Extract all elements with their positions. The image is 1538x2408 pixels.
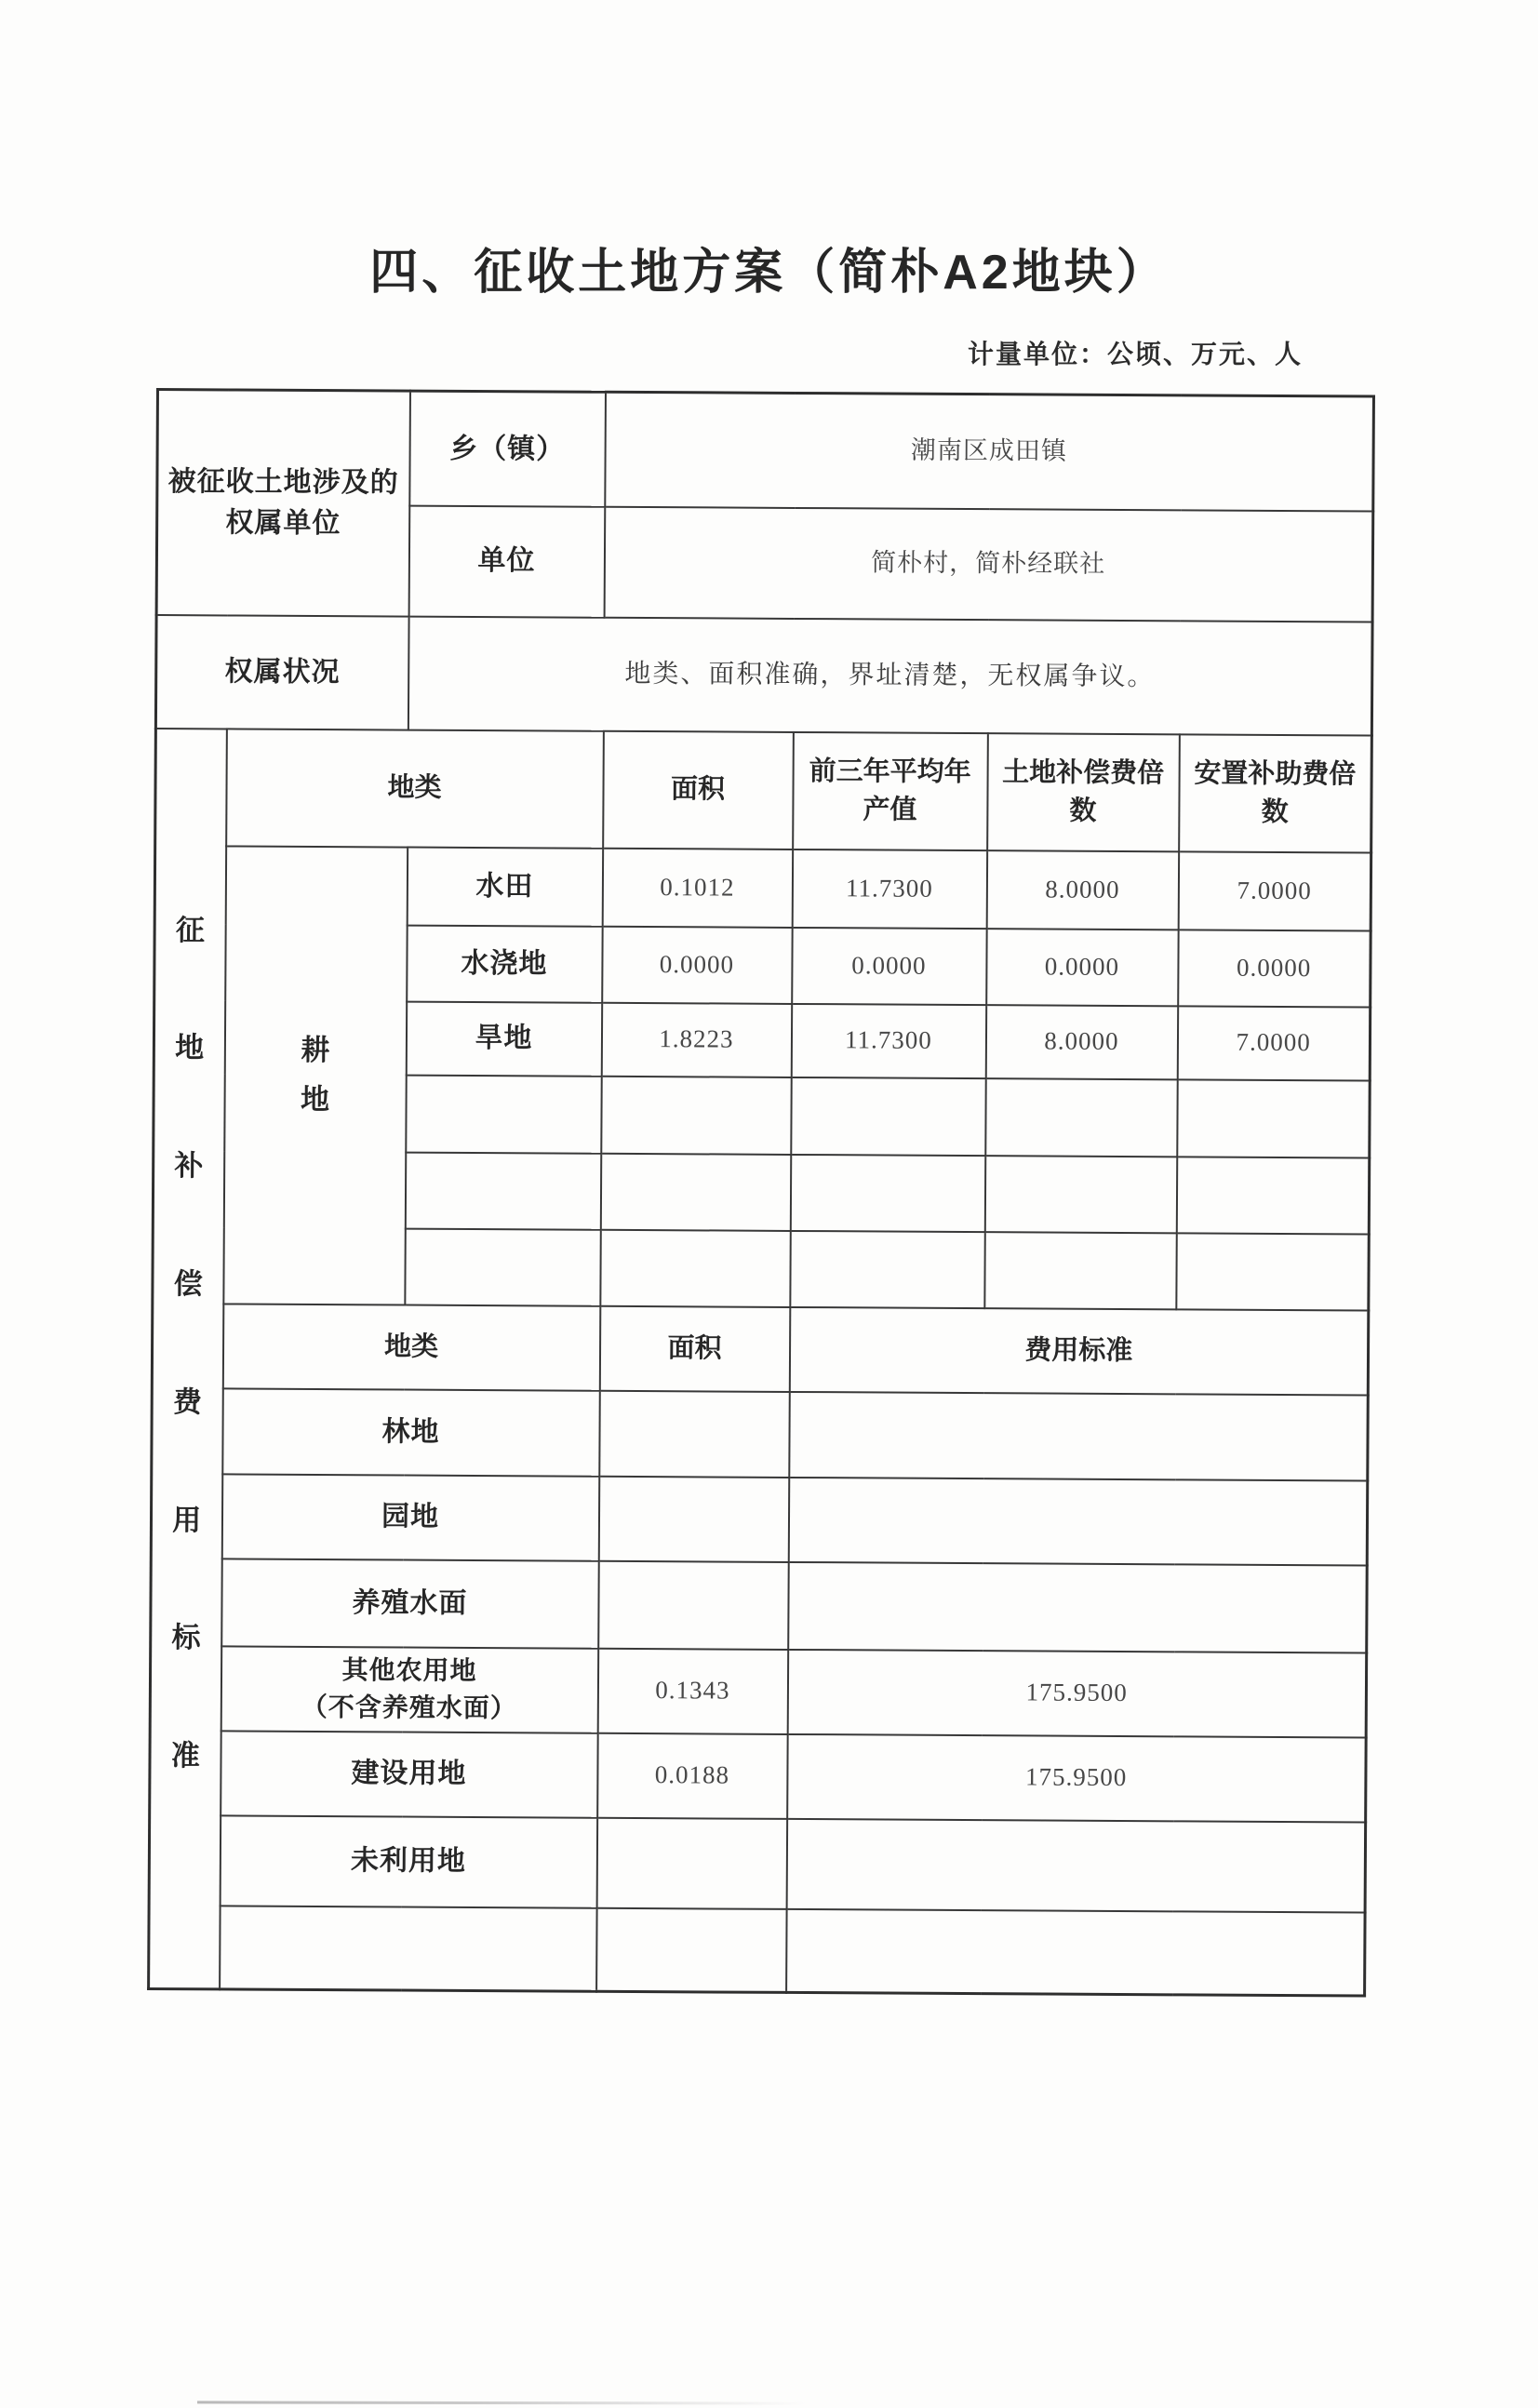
ownership-status-label: 权属状况 (155, 615, 408, 730)
output-cell (790, 1230, 984, 1307)
section-label-char: 地 (175, 1031, 205, 1064)
land-plan-table-wrap (147, 388, 1538, 1999)
output-cell: 11.7300 (792, 849, 986, 928)
area-cell (599, 1390, 790, 1477)
land-type-cell: 其他农用地 （不含养殖水面） (221, 1646, 598, 1733)
land-plan-table (147, 388, 1375, 1998)
table-row (152, 1387, 1369, 1480)
output-cell: 11.7300 (791, 1003, 985, 1077)
table-row (150, 1731, 1367, 1823)
section-label-char: 用 (172, 1503, 202, 1536)
table-row (151, 1558, 1368, 1652)
header2-area: 面积 (599, 1305, 790, 1391)
area-cell: 0.0188 (597, 1732, 788, 1818)
land-multiple-cell (984, 1156, 1176, 1233)
resettle-multiple-cell: 0.0000 (1178, 930, 1371, 1007)
section-label-char: 补 (174, 1149, 204, 1183)
resettle-multiple-cell: 7.0000 (1178, 851, 1371, 930)
unit-label: 单位 (408, 505, 605, 617)
page-title: 四、征收土地方案（简朴A2地块） (369, 246, 1169, 300)
farmland-group-label: 耕 地 (223, 846, 408, 1304)
fee-cell (789, 1391, 1369, 1480)
section-label-char: 征 (175, 913, 205, 946)
fee-cell: 175.9500 (787, 1734, 1367, 1823)
section-label-char: 费 (172, 1385, 203, 1419)
table-row (149, 1906, 1365, 1997)
resettle-multiple-cell (1177, 1079, 1370, 1157)
land-type-cell: 林地 (222, 1388, 600, 1476)
land-type-cell: 未利用地 (220, 1815, 597, 1907)
land-type-cell: 养殖水面 (221, 1559, 599, 1648)
area-cell (596, 1907, 787, 1992)
output-cell (790, 1154, 984, 1231)
unit-value: 简朴村，简朴经联社 (604, 506, 1373, 622)
land-multiple-cell: 8.0000 (985, 1005, 1177, 1079)
crop-type-cell: 水田 (407, 847, 602, 926)
section-label-char: 偿 (173, 1267, 203, 1301)
table-row (152, 1303, 1369, 1395)
compensation-section-label-chars (150, 729, 225, 1988)
area-cell: 0.1012 (602, 848, 792, 927)
area-cell (596, 1817, 787, 1908)
resettle-multiple-cell (1176, 1157, 1369, 1234)
output-cell (791, 1077, 985, 1155)
header-avg-output: 前三年平均年产值 (793, 731, 988, 849)
crop-type-cell (405, 1228, 600, 1305)
land-multiple-cell (985, 1078, 1177, 1157)
land-multiple-cell: 8.0000 (986, 850, 1178, 930)
fee-cell (786, 1909, 1366, 1997)
area-cell (600, 1229, 790, 1306)
compensation-section-label (149, 729, 227, 1990)
resettle-multiple-cell: 7.0000 (1177, 1006, 1370, 1080)
table-row (149, 1815, 1366, 1913)
area-cell (598, 1560, 789, 1649)
resettle-multiple-cell (1176, 1233, 1369, 1310)
area-cell: 0.0000 (602, 926, 792, 1003)
table-row (150, 1645, 1367, 1737)
scan-page-edge-line (197, 2401, 807, 2404)
table-row (151, 1473, 1368, 1565)
area-cell (601, 1076, 791, 1154)
header2-fee-standard: 费用标准 (789, 1306, 1369, 1395)
header2-land-type: 地类 (222, 1304, 600, 1390)
land-multiple-cell: 0.0000 (986, 929, 1178, 1006)
township-label: 乡（镇） (409, 391, 606, 506)
crop-type-cell (405, 1152, 600, 1229)
land-type-cell: 园地 (221, 1474, 599, 1560)
output-cell: 0.0000 (792, 927, 986, 1004)
table-row (155, 729, 1372, 853)
table-row (154, 846, 1371, 931)
header-land-comp-multiple: 土地补偿费倍数 (987, 733, 1180, 851)
area-cell: 0.1343 (597, 1648, 788, 1733)
table-row (155, 615, 1372, 736)
table-row (157, 390, 1374, 512)
header-resettle-multiple: 安置补助费倍数 (1179, 734, 1372, 852)
fee-cell: 175.9500 (787, 1649, 1367, 1737)
header-area: 面积 (603, 730, 794, 849)
land-type-cell (220, 1906, 597, 1991)
area-cell (600, 1153, 790, 1230)
land-type-cell: 建设用地 (221, 1731, 598, 1817)
section-label-char: 标 (171, 1621, 201, 1654)
ownership-units-label: 被征收土地涉及的 权属单位 (156, 390, 409, 617)
units-note: 计量单位：公顷、万元、人 (967, 340, 1303, 368)
crop-type-cell (406, 1075, 601, 1153)
land-multiple-cell (984, 1232, 1176, 1309)
header-land-type: 地类 (226, 729, 604, 848)
fee-cell (788, 1561, 1368, 1652)
crop-type-cell: 水浇地 (407, 925, 602, 1002)
township-value: 潮南区成田镇 (605, 392, 1374, 511)
fee-cell (788, 1477, 1368, 1565)
crop-type-cell: 旱地 (406, 1001, 601, 1076)
area-cell: 1.8223 (601, 1002, 791, 1077)
fee-cell (786, 1819, 1366, 1913)
section-label-char: 准 (170, 1739, 200, 1773)
area-cell (598, 1476, 789, 1561)
ownership-status-value: 地类、面积准确，界址清楚，无权属争议。 (408, 616, 1372, 735)
